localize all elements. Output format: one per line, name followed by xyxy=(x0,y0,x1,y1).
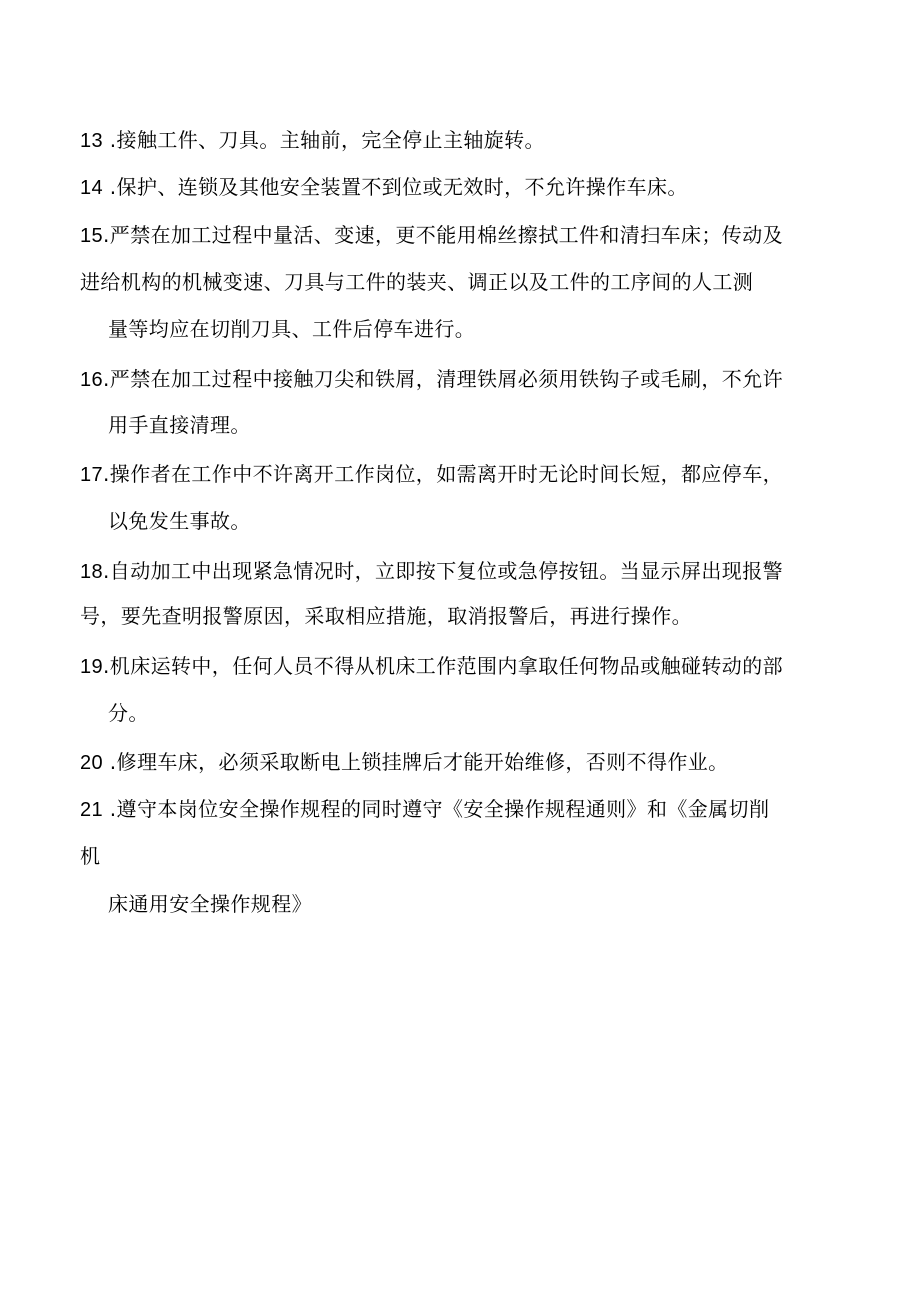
item-text: .保护、连锁及其他安全装置不到位或无效时，不允许操作车床。 xyxy=(103,175,688,199)
item-text: .严禁在加工过程中量活、变速，更不能用棉丝擦拭工件和清扫车床；传动及 xyxy=(103,223,784,247)
list-item-16-continuation: 用手直接清理。 xyxy=(108,413,251,437)
list-item-19 xyxy=(80,654,783,679)
list-item-21-continuation: 床通用安全操作规程》 xyxy=(108,892,312,916)
item-number: 18 xyxy=(80,561,104,583)
list-item-18-continuation: 号，要先查明报警原因，采取相应措施，取消报警后，再进行操作。 xyxy=(80,604,692,628)
list-item-14 xyxy=(80,175,688,200)
item-text: .严禁在加工过程中接触刀尖和铁屑，清理铁屑必须用铁钩子或毛刷，不允许 xyxy=(103,367,784,391)
item-text: .遵守本岗位安全操作规程的同时遵守《安全操作规程通则》和《金属切削 xyxy=(103,797,770,821)
list-item-17 xyxy=(80,462,783,487)
list-item-15-continuation: 进给机构的机械变速、刀具与工件的装夹、调正以及工件的工序间的人工测 xyxy=(80,270,754,294)
list-item-15 xyxy=(80,223,783,248)
item-text: .接触工件、刀具。主轴前，完全停止主轴旋转。 xyxy=(103,128,545,152)
list-item-13 xyxy=(80,128,545,153)
item-text: .机床运转中，任何人员不得从机床工作范围内拿取任何物品或触碰转动的部 xyxy=(103,654,784,678)
item-number: 19 xyxy=(80,656,104,678)
item-number: 21 xyxy=(80,799,104,821)
item-number: 14 xyxy=(80,177,104,199)
item-number: 13 xyxy=(80,130,104,152)
item-text: .修理车床，必须采取断电上锁挂牌后才能开始维修，否则不得作业。 xyxy=(103,750,729,774)
item-text: .自动加工中出现紧急情况时，立即按下复位或急停按钮。当显示屏出现报警 xyxy=(103,559,784,583)
item-number: 17 xyxy=(80,464,104,486)
list-item-15-continuation: 量等均应在切削刀具、工件后停车进行。 xyxy=(108,317,476,341)
list-item-21-continuation: 机 xyxy=(80,844,101,868)
item-text: .操作者在工作中不许离开工作岗位，如需离开时无论时间长短，都应停车， xyxy=(103,462,784,486)
item-number: 20 xyxy=(80,752,104,774)
list-item-18 xyxy=(80,559,783,584)
list-item-17-continuation: 以免发生事故。 xyxy=(108,509,251,533)
item-number: 16 xyxy=(80,369,104,391)
list-item-16 xyxy=(80,367,783,392)
item-number: 15 xyxy=(80,225,104,247)
list-item-19-continuation: 分。 xyxy=(108,701,149,725)
list-item-20 xyxy=(80,750,729,775)
list-item-21 xyxy=(80,797,769,822)
